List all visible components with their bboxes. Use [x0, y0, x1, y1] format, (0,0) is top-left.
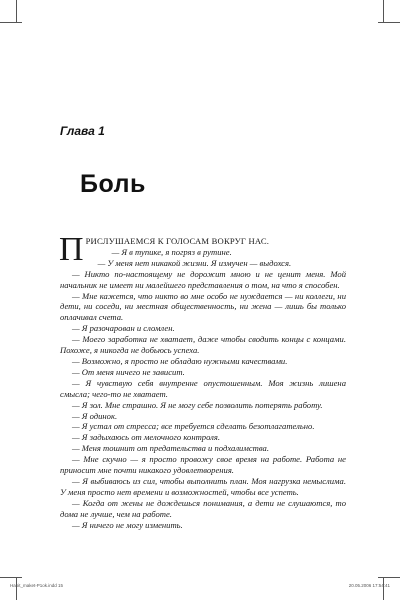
crop-mark-top-left-h — [0, 22, 22, 23]
paragraph: — Меня тошнит от предательства и подхалимства. — [72, 443, 269, 454]
paragraph: — Я выбиваюсь из сил, чтобы выполнить план. Моя нагрузка немыслима. У меня просто нет времени и возможностей, чтобы все успеть. — [60, 475, 346, 497]
footer-file-name: Habit_maket-P1ok.indd 15 — [10, 583, 64, 588]
paragraph: — Возможно, я просто не обладаю нужными качествами. — [72, 355, 288, 366]
paragraph: — Я одинок. — [72, 410, 118, 421]
footer-datetime: 20.05.2006 17:54:41 — [348, 583, 390, 588]
drop-cap: П — [59, 231, 84, 268]
body-text — [59, 231, 346, 530]
paragraph: — Когда от жены не дождешься понимания, а дети не слушаются, то дома не лучше, чем на работе. — [60, 497, 346, 519]
paragraph: — Мне скучно — я просто провожу свое время на работе. Работа не приносит мне почти никакого удовлетворения. — [60, 454, 346, 476]
opening-line: РИСЛУШАЕМСЯ К ГОЛОСАМ ВОКРУГ НАС. — [85, 236, 270, 246]
paragraph: — От меня ничего не зависит. — [72, 366, 185, 377]
chapter-title: Боль — [80, 170, 146, 198]
paragraph: — Я ничего не могу изменить. — [72, 519, 183, 530]
paragraph: — Моего заработка не хватает, даже чтобы сводить концы с концами. Похоже, я никогда не добьюсь успеха. — [60, 334, 346, 356]
crop-mark-bottom-right-h — [378, 577, 400, 578]
crop-mark-bottom-left — [16, 578, 17, 600]
crop-mark-bottom-left-h — [0, 577, 22, 578]
paragraph: — Мне кажется, что никто во мне особо не нуждается — ни коллеги, ни дети, ни соседи, ни местная общественность, ни жена — лишь бы только оплачивал счета. — [60, 290, 346, 323]
paragraph: — Я устал от стресса; все требуется сделать безотлагательно. — [72, 421, 315, 432]
paragraph: — У меня нет никакой жизни. Я измучен — выдохся. — [97, 257, 292, 268]
paragraph: — Я чувствую себя внутренне опустошенным. Моя жизнь лишена смысла; чего-то не хватает. — [60, 377, 346, 399]
crop-mark-top-right — [383, 0, 384, 22]
crop-mark-bottom-right — [383, 578, 384, 600]
paragraph: — Никто по-настоящему не дорожит мною и не ценит меня. Мой начальник не имеет ни малейшего представления о том, на что я способен. — [60, 268, 346, 290]
crop-mark-top-left — [16, 0, 17, 22]
paragraph: — Я зол. Мне страшно. Я не могу себе позволить потерять работу. — [72, 399, 323, 410]
crop-mark-top-right-h — [378, 22, 400, 23]
paragraph: — Я в тупике, я погряз в рутине. — [111, 246, 232, 257]
paragraph: — Я разочарован и сломлен. — [72, 323, 175, 334]
chapter-label: Глава 1 — [60, 124, 105, 138]
paragraph: — Я задыхаюсь от мелочного контроля. — [72, 432, 221, 443]
